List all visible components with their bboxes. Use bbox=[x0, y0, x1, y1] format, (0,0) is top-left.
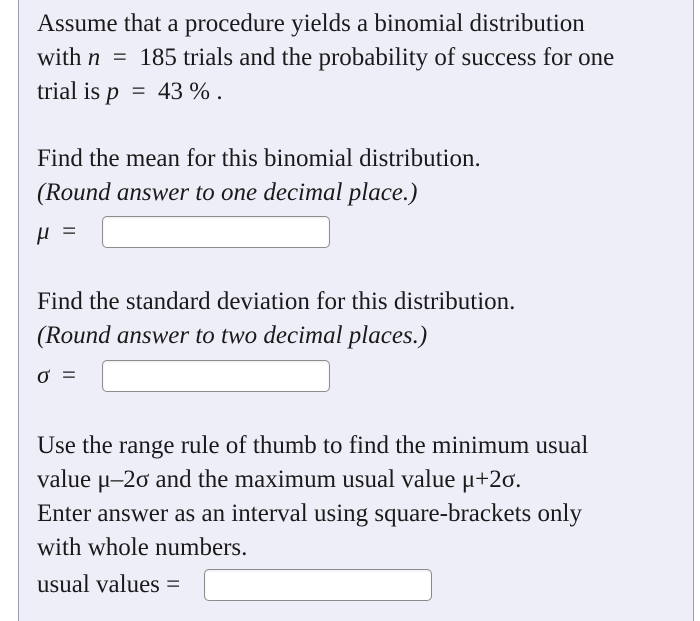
problem-line-1 bbox=[37, 9, 585, 39]
problem-with-text: with bbox=[37, 44, 82, 71]
mean-rounding-note: (Round answer to one decimal place.) bbox=[37, 179, 418, 206]
problem-trials-text: trials and the probability of success for one bbox=[183, 44, 615, 71]
usual-line-3: Enter answer as an interval using square-brackets only bbox=[37, 500, 582, 527]
usual-line-4: with whole numbers. bbox=[37, 534, 248, 561]
n-equals: = bbox=[112, 44, 127, 71]
question-panel bbox=[18, 0, 694, 621]
p-value: 43 bbox=[158, 78, 184, 105]
mean-input[interactable] bbox=[102, 216, 330, 248]
mu-equals: = bbox=[62, 218, 77, 245]
n-value: 185 bbox=[139, 44, 177, 71]
usual-line-2: value μ–2σ and the maximum usual value μ+2σ. bbox=[37, 466, 522, 493]
problem-intro-text: Assume that a procedure yields a binomial distribution bbox=[37, 10, 585, 37]
mean-prompt: Find the mean for this binomial distribution. bbox=[37, 145, 481, 172]
percent-tail: % . bbox=[189, 78, 223, 105]
problem-line-2 bbox=[37, 43, 614, 73]
usual-values-label: usual values = bbox=[37, 571, 181, 598]
usual-line-1: Use the range rule of thumb to find the minimum usual bbox=[37, 432, 589, 459]
sd-prompt: Find the standard deviation for this distribution. bbox=[37, 288, 516, 315]
problem-trial-is-text: trial is bbox=[37, 78, 101, 105]
problem-line-3 bbox=[37, 77, 223, 107]
p-equals: = bbox=[131, 78, 146, 105]
usual-values-input[interactable] bbox=[204, 569, 432, 601]
mean-label bbox=[37, 216, 76, 248]
sd-label bbox=[37, 360, 76, 392]
n-symbol: n bbox=[87, 44, 101, 71]
p-symbol: p bbox=[106, 78, 119, 105]
sigma-equals: = bbox=[61, 362, 76, 389]
sd-rounding-note: (Round answer to two decimal places.) bbox=[37, 322, 428, 349]
sd-input[interactable] bbox=[102, 360, 330, 392]
sigma-symbol: σ bbox=[37, 362, 50, 389]
mu-symbol: μ bbox=[37, 218, 50, 245]
